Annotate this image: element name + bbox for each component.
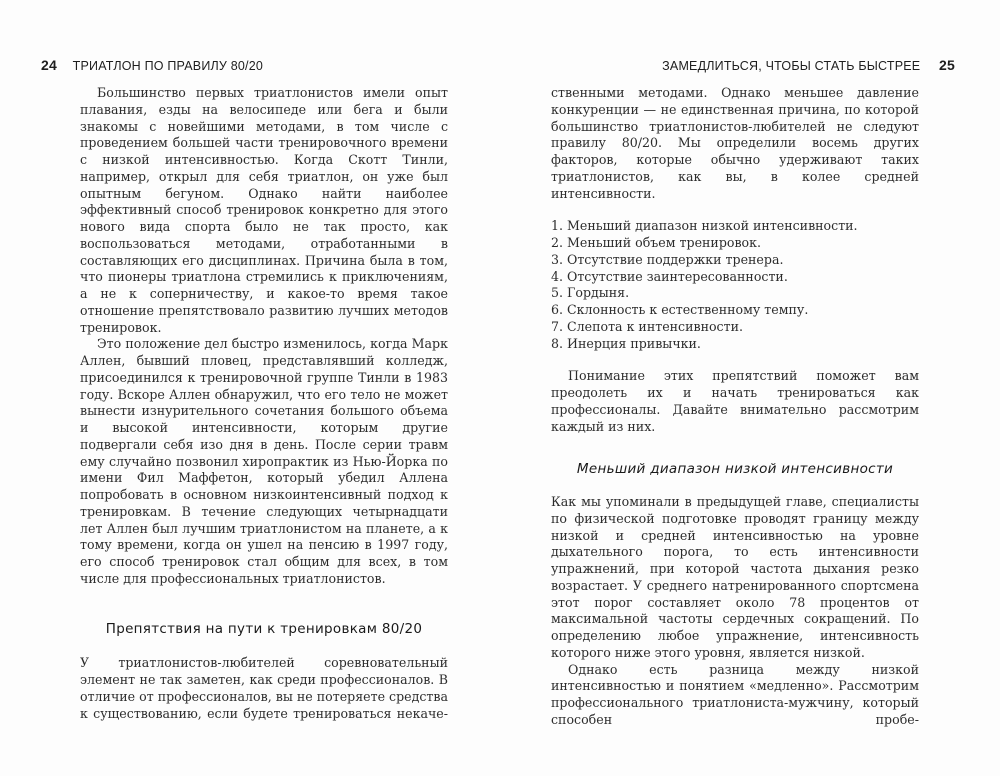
- page-number: 24: [41, 57, 57, 73]
- right-page: [500, 0, 1000, 776]
- body-paragraph: ственными методами. Однако меньшее давление конкуренции — не единственная причина, по которой большинство триатлонистов-любителей не следуют правилу 80/20. Мы определили восемь других факторов, которые обычно удерживают таких триатлонистов, как вы, в колее средней интенсивности.: [551, 85, 919, 201]
- section-heading: Препятствия на пути к тренировкам 80/20: [105, 620, 423, 637]
- body-paragraph: Как мы упоминали в предыдущей главе, специалисты по физической подготовке проводят границу между низкой и средней интенсивностью на уровне дыхательного порога, то есть интенсивности упражнений, при которой частота дыхания резко возрастает. У среднего натренированного спортсмена этот порог составляет около 78 процентов от максимальной частоты сердечных сокращений. По определению любое упражнение, интенсивность которого ниже этого уровня, является низкой.: [551, 494, 919, 660]
- body-paragraph: Однако есть разница между низкой интенсивностью и понятием «медленно». Рассмотрим профессионального триатлониста-мужчину, который способен пробе-: [551, 661, 919, 727]
- body-paragraph: Понимание этих препятствий поможет вам преодолеть их и начать тренироваться как профессионалы. Давайте внимательно рассмотрим каждый из них.: [551, 368, 919, 434]
- running-header-left: [41, 57, 263, 73]
- list-item: 3. Отсутствие поддержки тренера.: [551, 251, 784, 267]
- list-item: 5. Гордыня.: [551, 285, 630, 301]
- list-item: 8. Инерция привычки.: [551, 335, 701, 351]
- body-paragraph: Большинство первых триатлонистов имели опыт плавания, езды на велосипеде или бега и были знакомы с новейшими методами, в том числе с проведением большей части тренировочного времени с низкой интенсивностью. Когда Скотт Тинли, например, открыл для себя триатлон, он уже был опытным бегуном. Однако найти наиболее эффективный способ тренировок конкретно для этого нового вида спорта было не так просто, как воспользоваться методами, отработанными в составляющих его дисциплинах. Причина была в том, что пионеры триатлона стремились к приключениям, а не к соперничеству, и какое-то время такое отношение препятствовало развитию лучших методов тренировок.: [80, 85, 448, 335]
- list-item: 7. Слепота к интенсивности.: [551, 318, 743, 334]
- text-column: [551, 85, 919, 729]
- running-header-title: ТРИАТЛОН ПО ПРАВИЛУ 80/20: [72, 59, 263, 73]
- obstacles-list: [551, 218, 919, 352]
- list-item: 1. Меньший диапазон низкой интенсивности.: [551, 218, 858, 234]
- running-header-title: ЗАМЕДЛИТЬСЯ, ЧТОБЫ СТАТЬ БЫСТРЕЕ: [662, 59, 921, 73]
- list-item: 6. Склонность к естественному темпу.: [551, 302, 809, 317]
- body-paragraph: Это положение дел быстро изменилось, когда Марк Аллен, бывший пловец, представлявший колледж, присоединился к тренировочной группе Тинли в 1983 году. Вскоре Аллен обнаружил, что его тело не может вынести изнурительного сочетания большого объема и высокой интенсивности, которым другие подвергали себя изо дня в день. После серии травм ему случайно позвонил хиропрактик из Нью-Йорка по имени Фил Маффетон, который убедил Аллена попробовать в основном низкоинтенсивный подход к тренировкам. В течение следующих четырнадцати лет Аллен был лучшим триатлонистом на планете, а к тому времени, когда он ушел на пенсию в 1997 году, его способ тренировок стал общим для всех, в том числе для профессиональных триатлонистов.: [80, 336, 448, 586]
- subsection-heading: Меньший диапазон низкой интенсивности: [576, 461, 894, 478]
- page-number: 25: [939, 57, 955, 73]
- running-header-right: [662, 57, 955, 73]
- text-column: [80, 85, 448, 722]
- body-paragraph: У триатлонистов-любителей соревновательный элемент не так заметен, как среди профессионалов. В отличие от профессионалов, вы не потеряете средства к существованию, если будете тренироваться некаче-: [80, 655, 448, 721]
- list-item: 2. Меньший объем тренировок.: [551, 235, 762, 250]
- list-item: 4. Отсутствие заинтересованности.: [551, 268, 788, 284]
